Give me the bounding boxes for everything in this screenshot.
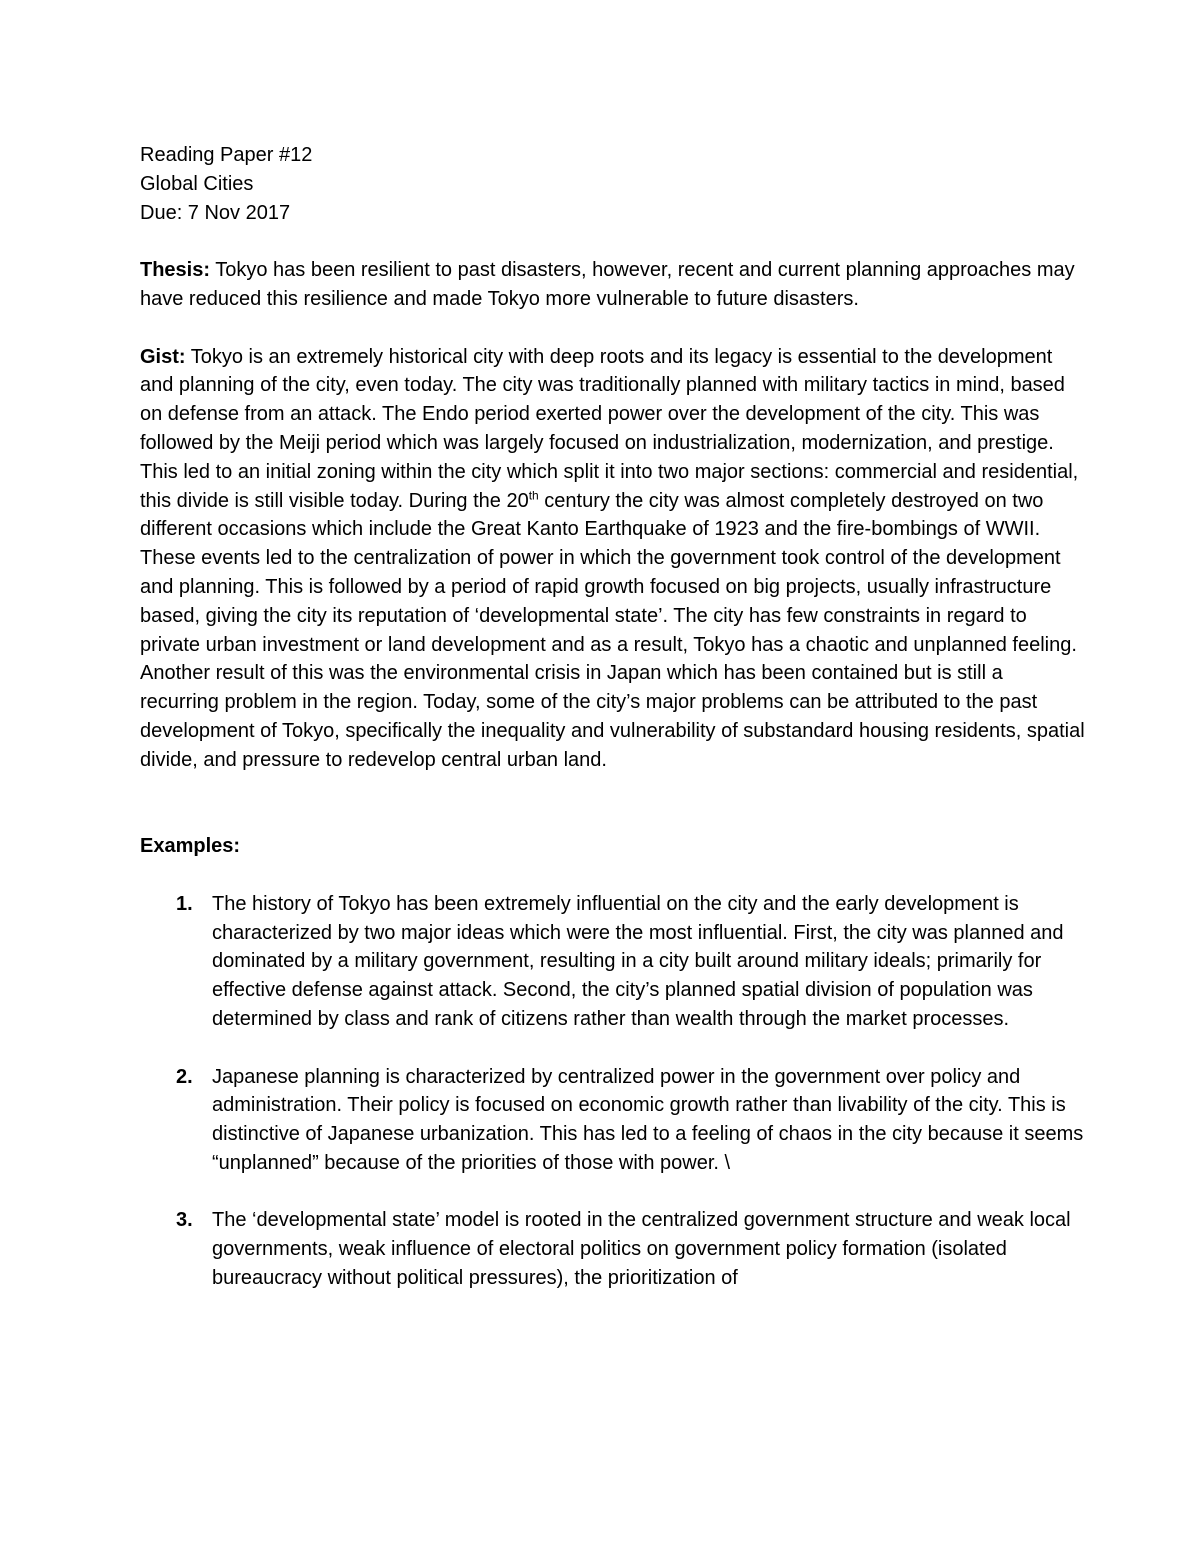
- gist-label: Gist:: [140, 345, 186, 368]
- examples-heading: Examples:: [140, 835, 241, 858]
- document-header: [140, 141, 1085, 227]
- thesis-paragraph: [140, 256, 1085, 314]
- list-item-number: 1.: [176, 892, 193, 915]
- list-item: [140, 890, 1085, 1034]
- list-item-text: The history of Tokyo has been extremely influential on the city and the early development is characterized by two major ideas which were the most influential. First, the city was planned and dominated by a military government, resulting in a city built around military ideals; primarily for effective defense against attack. Second, the city’s planned spatial division of population was determined by class and rank of citizens rather than wealth through the market processes.: [212, 892, 1064, 1030]
- list-item-number: 2.: [176, 1065, 193, 1088]
- gist-superscript: th: [528, 487, 539, 502]
- list-item-text: The ‘developmental state’ model is rooted in the centralized government structure and weak local governments, weak influence of electoral politics on government policy formation (isolated bureaucracy without political pressures), the prioritization of: [212, 1209, 1071, 1290]
- gist-paragraph: [140, 343, 1085, 775]
- list-item: [140, 1063, 1085, 1178]
- thesis-label: Thesis:: [140, 259, 211, 282]
- document-page: [140, 141, 1085, 1322]
- paper-title: Reading Paper #12: [140, 144, 313, 166]
- examples-list: [140, 890, 1085, 1293]
- due-date: Due: 7 Nov 2017: [140, 201, 291, 224]
- list-item-number: 3.: [176, 1209, 193, 1232]
- gist-text-part1: Tokyo is an extremely historical city with deep roots and its legacy is essential to the development and planning of the city, even today. The city was traditionally planned with military tactics in mind, based on defense from an attack. The Endo period exerted power over the development of the city. This was followed by the Meiji period which was largely focused on industrialization, modernization, and prestige. This led to an initial zoning within the city which split it into two major sections: commercial and residential, this divide is still visible today. During the 20: [140, 345, 1079, 512]
- list-item-text: Japanese planning is characterized by centralized power in the government over policy and administration. Their policy is focused on economic growth rather than livability of the city. This is distinctive of Japanese urbanization. This has led to a feeling of chaos in the city because it seems “unplanned” because of the priorities of those with power. \: [212, 1065, 1084, 1174]
- course-name: Global Cities: [140, 172, 254, 195]
- gist-text-part2: century the city was almost completely destroyed on two different occasions which include the Great Kanto Earthquake of 1923 and the fire-bombings of WWII. These events led to the centralization of power in which the government took control of the development and planning. This is followed by a period of rapid growth focused on big projects, usually infrastructure based, giving the city its reputation of ‘developmental state’. The city has few constraints in regard to private urban investment or land development and as a result, Tokyo has a chaotic and unplanned feeling. Another result of this was the environmental crisis in Japan which has been contained but is still a recurring problem in the region. Today, some of the city’s major problems can be attributed to the past development of Tokyo, specifically the inequality and vulnerability of substandard housing residents, spatial divide, and pressure to redevelop central urban land.: [140, 489, 1085, 771]
- thesis-text: Tokyo has been resilient to past disasters, however, recent and current planning approaches may have reduced this resilience and made Tokyo more vulnerable to future disasters.: [140, 259, 1075, 310]
- list-item: [140, 1206, 1085, 1292]
